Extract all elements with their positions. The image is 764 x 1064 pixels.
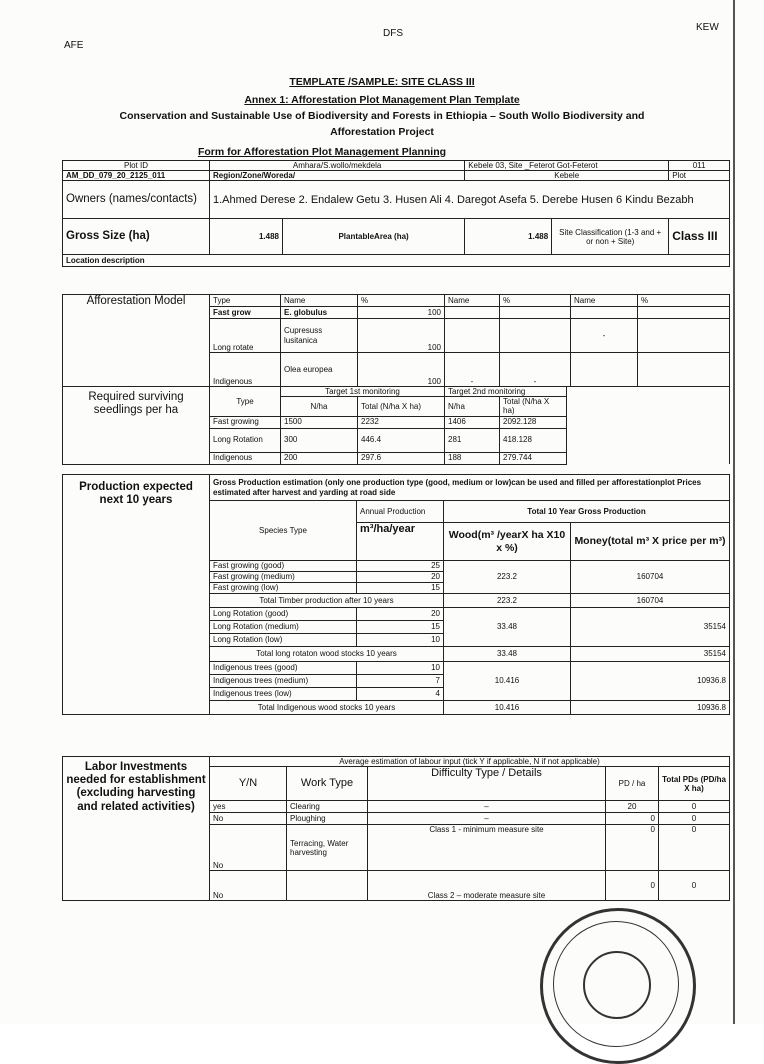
site-class-label: Site Classification (1-3 and + or non + Site) (552, 219, 669, 255)
production-annual: 25 (357, 561, 444, 572)
model-pct: 100 (358, 307, 445, 319)
seedlings-header-target2: Target 2nd monitoring (445, 387, 567, 397)
production-species: Fast growing (good) (210, 561, 357, 572)
labor-yn: No (210, 871, 287, 901)
production-annual: 7 (357, 675, 444, 688)
model-type: Indigenous (210, 353, 281, 387)
labor-header-total: Total PDs (PD/ha X ha) (659, 767, 730, 801)
labor-yn: yes (210, 801, 287, 813)
model-pct: 100 (358, 353, 445, 387)
production-species: Long Rotation (medium) (210, 621, 357, 634)
labor-header-work: Work Type (287, 767, 368, 801)
production-total-money: 10936.8 (571, 701, 730, 715)
seedlings-n2: 1406 (445, 416, 500, 428)
model-species-3 (571, 353, 638, 387)
labor-yn: No (210, 813, 287, 825)
model-species: Cupresuss lusitanica (281, 319, 358, 353)
labor-pd: 0 (606, 813, 659, 825)
production-wood: 10.416 (444, 662, 571, 701)
production-annual: 10 (357, 662, 444, 675)
labor-yn: No (210, 825, 287, 871)
seedlings-t2: 418.128 (500, 428, 567, 452)
corner-right-note: KEW (696, 22, 719, 33)
labor-difficulty: Class 2 – moderate measure site (368, 871, 606, 901)
seedlings-header-total-1: Total (N/ha X ha) (358, 397, 445, 416)
seedlings-header-type: Type (210, 387, 281, 417)
production-species: Indigenous trees (good) (210, 662, 357, 675)
production-total-wood: 10.416 (444, 701, 571, 715)
seedlings-t2: 279.744 (500, 452, 567, 464)
production-total-label: Total long rotaton wood stocks 10 years (210, 647, 444, 662)
production-species: Indigenous trees (low) (210, 688, 357, 701)
seedlings-label: Required surviving seedlings per ha (63, 387, 210, 465)
region-value: Amhara/S.wollo/mekdela (210, 161, 465, 171)
model-species-3: - (571, 319, 638, 353)
model-pct-3 (638, 353, 730, 387)
production-annual: 10 (357, 634, 444, 647)
model-species-2: - (445, 353, 500, 387)
model-pct-2 (500, 307, 571, 319)
stamp-emblem (583, 951, 651, 1019)
kebele-value: Kebele 03, Site _Feterot Got-Feterot (465, 161, 669, 171)
model-pct-3 (638, 319, 730, 353)
production-total-money: 35154 (571, 647, 730, 662)
plot-id-value: AM_DD_079_20_2125_011 (63, 171, 210, 181)
scan-edge-line (733, 0, 735, 1024)
labor-pd: 0 (606, 825, 659, 871)
production-label: Production expected next 10 years (63, 475, 210, 715)
model-header-pct-3: % (638, 295, 730, 307)
production-annual: 15 (357, 583, 444, 594)
model-species: E. globulus (281, 307, 358, 319)
production-species: Long Rotation (low) (210, 634, 357, 647)
plot-value: 011 (669, 161, 730, 171)
plantable-area-label: PlantableArea (ha) (283, 219, 465, 255)
production-species: Long Rotation (good) (210, 608, 357, 621)
model-pct-2: - (500, 353, 571, 387)
labor-header-pd: PD / ha (606, 767, 659, 801)
production-wood: 33.48 (444, 608, 571, 647)
site-class-value: Class III (669, 219, 730, 255)
seedlings-t1: 2232 (358, 416, 445, 428)
seedlings-blank (567, 387, 730, 465)
labor-table (62, 756, 730, 901)
seedlings-t2: 2092.128 (500, 416, 567, 428)
plot-label: Plot (669, 171, 730, 181)
seedlings-type: Long Rotation (210, 428, 281, 452)
model-pct: 100 (358, 319, 445, 353)
labor-total: 0 (659, 813, 730, 825)
production-species: Indigenous trees (medium) (210, 675, 357, 688)
model-type: Fast grow (210, 307, 281, 319)
seedlings-n1: 200 (281, 452, 358, 464)
model-species-2 (445, 307, 500, 319)
model-pct-3 (638, 307, 730, 319)
labor-pd: 20 (606, 801, 659, 813)
production-wood: 223.2 (444, 561, 571, 594)
production-total-label: Total Indigenous wood stocks 10 years (210, 701, 444, 715)
official-stamp (540, 908, 696, 1064)
model-species-3 (571, 307, 638, 319)
gross-size-value: 1.488 (210, 219, 283, 255)
labor-work: Clearing (287, 801, 368, 813)
project-title-2: Afforestation Project (330, 126, 434, 138)
production-header-unit: m³/ha/year (357, 523, 444, 561)
production-money: 160704 (571, 561, 730, 594)
seedlings-type: Fast growing (210, 416, 281, 428)
labor-total: 0 (659, 825, 730, 871)
corner-center-note: DFS (383, 28, 403, 39)
afforestation-model-table (62, 294, 730, 387)
labor-difficulty: – (368, 813, 606, 825)
labor-difficulty: – (368, 801, 606, 813)
seedlings-n2: 281 (445, 428, 500, 452)
location-description-label: Location description (63, 255, 730, 267)
seedlings-header-nha-1: N/ha (281, 397, 358, 416)
seedlings-t1: 297.6 (358, 452, 445, 464)
production-total-wood: 33.48 (444, 647, 571, 662)
labor-work: Terracing, Water harvesting (287, 825, 368, 871)
production-annual: 4 (357, 688, 444, 701)
corner-left-note: AFE (64, 40, 84, 51)
production-money: 10936.8 (571, 662, 730, 701)
seedlings-n1: 1500 (281, 416, 358, 428)
kebele-label: Kebele (465, 171, 669, 181)
labor-work (287, 871, 368, 901)
labor-total: 0 (659, 871, 730, 901)
production-species: Fast growing (low) (210, 583, 357, 594)
seedlings-table (62, 386, 730, 465)
seedlings-type: Indigenous (210, 452, 281, 464)
production-species: Fast growing (medium) (210, 572, 357, 583)
production-note: Gross Production estimation (only one production type (good, medium or low)can be used and filled per afforestationplot Prices estimated after harvest and yarding at road side (210, 475, 730, 501)
model-species: Olea europea (281, 353, 358, 387)
labor-note: Average estimation of labour input (tick Y if applicable, N if not applicable) (210, 757, 730, 767)
labor-header-difficulty: Difficulty Type / Details (368, 767, 606, 801)
production-annual: 20 (357, 608, 444, 621)
production-total-label: Total Timber production after 10 years (210, 594, 444, 608)
model-header-name-3: Name (571, 295, 638, 307)
seedlings-header-nha-2: N/ha (445, 397, 500, 416)
seedlings-n2: 188 (445, 452, 500, 464)
form-title: Form for Afforestation Plot Management Planning (197, 146, 447, 158)
production-table (62, 474, 730, 715)
labor-pd: 0 (606, 871, 659, 901)
labor-total: 0 (659, 801, 730, 813)
production-total-wood: 223.2 (444, 594, 571, 608)
model-header-name-2: Name (445, 295, 500, 307)
region-label: Region/Zone/Woreda/ (210, 171, 465, 181)
production-annual: 20 (357, 572, 444, 583)
owners-value: 1.Ahmed Derese 2. Endalew Getu 3. Husen Ali 4. Daregot Asefa 5. Derebe Husen 6 Kindu Bezabh (210, 181, 730, 219)
project-title-1: Conservation and Sustainable Use of Biodiversity and Forests in Ethiopia – South Wollo Biodiversity and (119, 110, 645, 122)
annex-title: Annex 1: Afforestation Plot Management Plan Template (244, 94, 520, 106)
model-type: Long rotate (210, 319, 281, 353)
labor-label: Labor Investments needed for establishment (excluding harvesting and related activities) (63, 757, 210, 901)
labor-header-yn: Y/N (210, 767, 287, 801)
model-pct-2 (500, 319, 571, 353)
production-header-money: Money(total m³ X price per m³) (571, 523, 730, 561)
production-header-annual: Annual Production (357, 501, 444, 523)
production-header-wood: Wood(m³ /yearX ha X10 x %) (444, 523, 571, 561)
labor-work: Ploughing (287, 813, 368, 825)
seedlings-header-total-2: Total (N/ha X ha) (500, 397, 567, 416)
template-title: TEMPLATE /SAMPLE: SITE CLASS III (289, 76, 475, 88)
seedlings-header-target1: Target 1st monitoring (281, 387, 445, 397)
seedlings-n1: 300 (281, 428, 358, 452)
production-money: 35154 (571, 608, 730, 647)
model-header-pct: % (358, 295, 445, 307)
identification-table (62, 160, 730, 267)
production-annual: 15 (357, 621, 444, 634)
production-header-total: Total 10 Year Gross Production (444, 501, 730, 523)
gross-size-label: Gross Size (ha) (63, 219, 210, 255)
model-header-pct-2: % (500, 295, 571, 307)
plantable-area-value: 1.488 (465, 219, 552, 255)
model-header-type: Type (210, 295, 281, 307)
production-total-money: 160704 (571, 594, 730, 608)
afforestation-model-label: Afforestation Model (63, 295, 210, 387)
production-header-species: Species Type (210, 501, 357, 561)
plot-id-label: Plot ID (63, 161, 210, 171)
labor-difficulty: Class 1 - minimum measure site (368, 825, 606, 871)
model-header-name: Name (281, 295, 358, 307)
seedlings-t1: 446.4 (358, 428, 445, 452)
owners-label: Owners (names/contacts) (63, 181, 210, 219)
model-species-2 (445, 319, 500, 353)
